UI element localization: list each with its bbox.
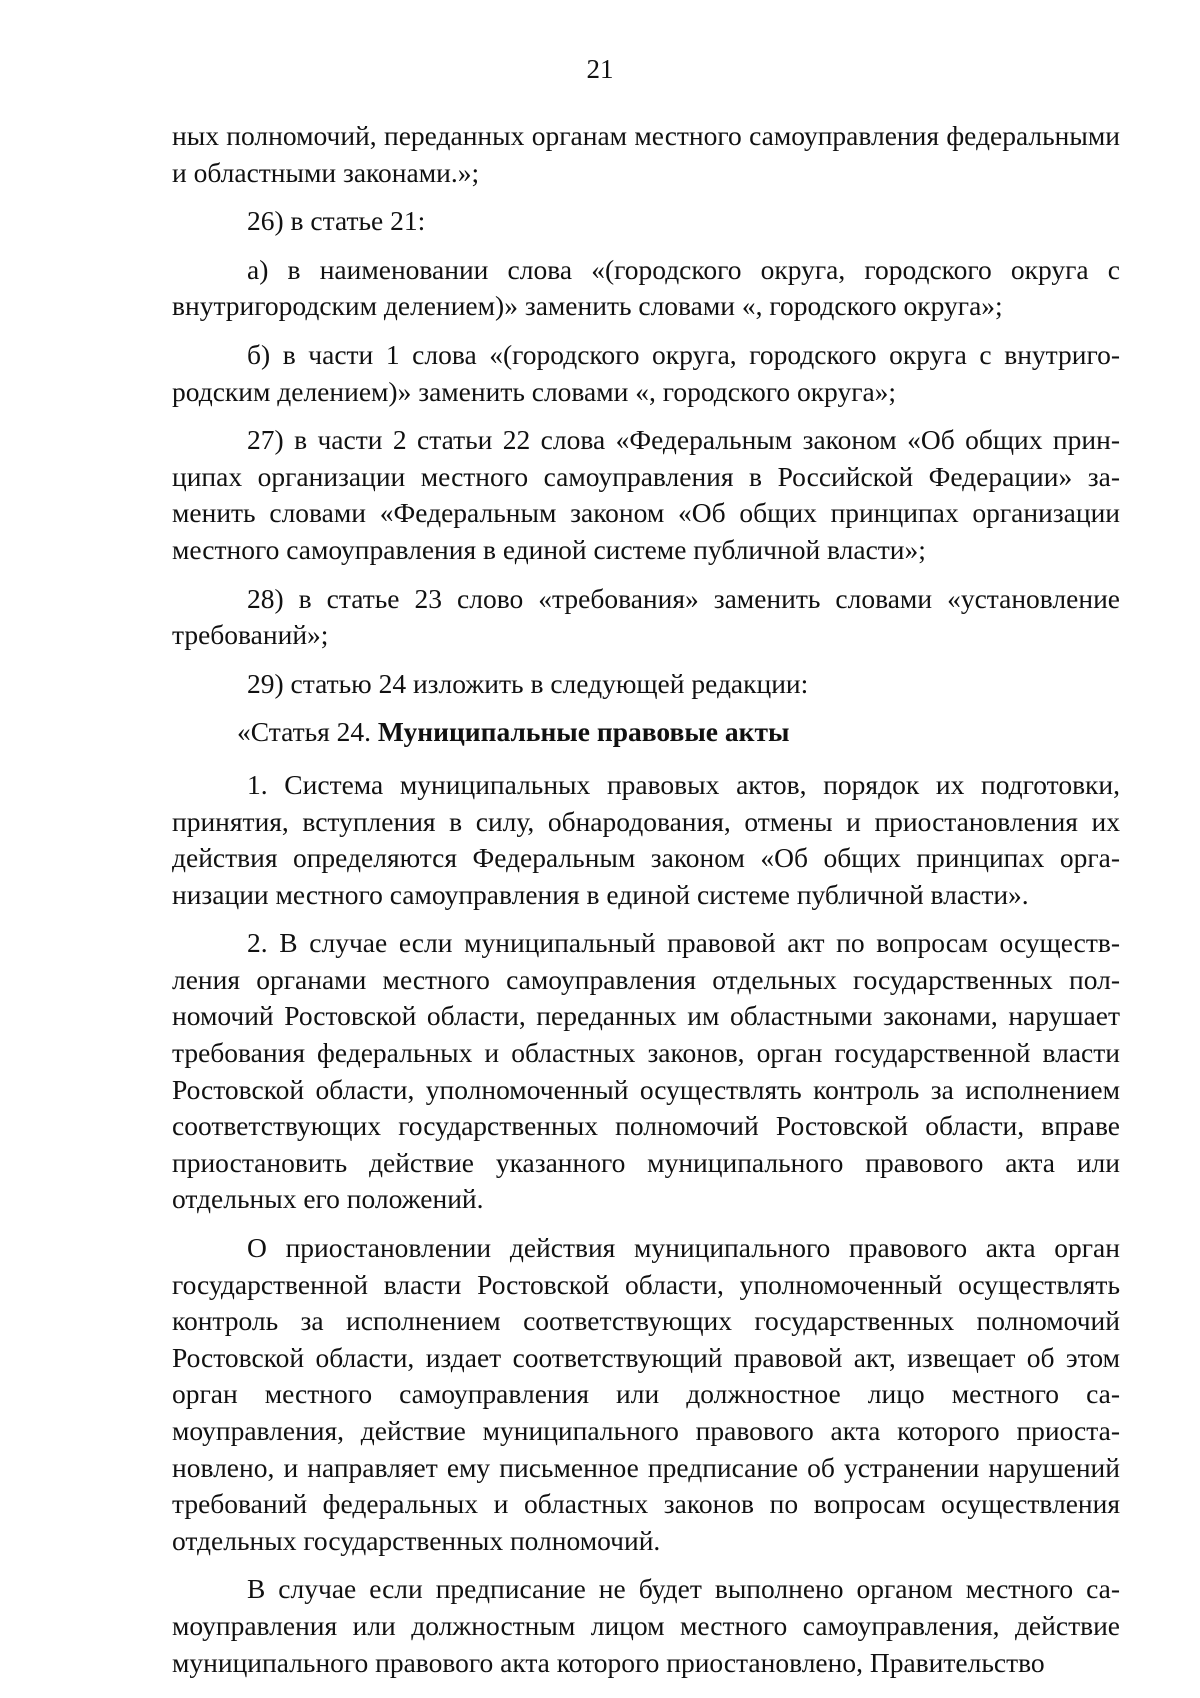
article-heading-title: Муниципальные правовые акты [377,716,790,748]
document-body [172,118,1120,1693]
paragraph-suspension: О приостановлении действия муниципального правового акта орган государственной власти Ростовской области, уполномоченный осуществлять контроль за исполнением соответствующих государственных полномочий Ростовской области, издает соответствующий правовой акт, извещает об этом орган местного самоуправления или должностное лицо местного самоуправления, действие муниципального правового акта которого приостановлено, и направляет ему письменное предписание об устранении нарушений требований федеральных и областных законов по вопросам осуществления отдельных государственных полномочий. [172,1232,1120,1556]
paragraph-prescription: В случае если предписание не будет выполнено органом местного самоуправления или должностным лицом местного самоуправления, действие муниципального правового акта которого приостановлено, Правительство [172,1573,1120,1678]
paragraph-item-29: 29) статью 24 изложить в следующей редакции: [247,667,809,699]
article-heading [172,714,1120,751]
paragraph-item-26b: б) в части 1 слова «(городского округа, городского округа с внутригородским делением)» заменить словами «, городского округа»; [172,338,1120,407]
page-number: 21 [586,54,614,84]
paragraph-continuation: ных полномочий, переданных органам местного самоуправления федеральными и областными законами.»; [172,120,1120,188]
paragraph-item-26: 26) в статье 21: [247,205,426,237]
paragraph-item-27: 27) в части 2 статьи 22 слова «Федеральным законом «Об общих принципах организации местного самоуправления в Российской Федерации» заменить словами «Федеральным законом «Об общих принципах организации местного самоуправления в единой системе публичной власти»; [172,424,1120,565]
paragraph-article-part-2: 2. В случае если муниципальный правовой акт по вопросам осуществления органами местного самоуправления отдельных государственных полномочий Ростовской области, переданных им областными законами, нарушает требования федеральных и областных законов, орган государственной власти Ростовской области, уполномоченный осуществлять контроль за исполнением соответствующих государственных полномочий Ростовской области, вправе приостановить действие указанного муниципального правового акта или отдельных его положений. [172,927,1120,1215]
paragraph-article-part-1: 1. Система муниципальных правовых актов, порядок их подготовки, принятия, вступления в силу, обнародования, отмены и приостановления их действия определяются Федеральным законом «Об общих принципах организации местного самоуправления в единой системе публичной власти». [172,768,1120,910]
article-heading-prefix: «Статья 24. [237,716,378,748]
paragraph-item-26a: а) в наименовании слова «(городского округа, городского округа с внутригородским делением)» заменить словами «, городского округа»; [172,253,1120,322]
paragraph-item-28: 28) в статье 23 слово «требования» заменить словами «установление требований»; [172,582,1120,651]
